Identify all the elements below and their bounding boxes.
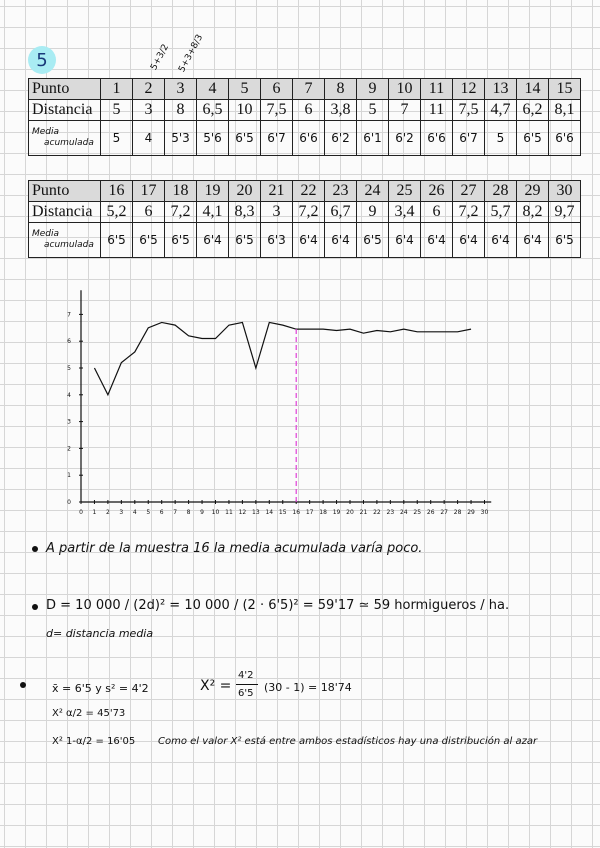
media-cell: 6'4 [197, 223, 229, 258]
distancia-cell: 7 [389, 100, 421, 121]
media-cell: 6'4 [517, 223, 549, 258]
media-cell: 5'3 [165, 121, 197, 156]
distancia-cell: 6 [421, 202, 453, 223]
punto-cell: 1 [101, 79, 133, 100]
distancia-cell: 6 [133, 202, 165, 223]
punto-cell: 19 [197, 181, 229, 202]
margin-note-1: 5+3/2 [149, 42, 172, 72]
x-tick-label: 22 [373, 509, 381, 516]
distancia-cell: 3 [133, 100, 165, 121]
distancia-cell: 11 [421, 100, 453, 121]
media-cell: 6'4 [389, 223, 421, 258]
punto-cell: 15 [549, 79, 581, 100]
media-cell: 6'5 [133, 223, 165, 258]
punto-cell: 2 [133, 79, 165, 100]
media-cell: 6'5 [357, 223, 389, 258]
x-tick-label: 0 [79, 509, 83, 516]
media-cell: 6'5 [229, 121, 261, 156]
x-tick-label: 14 [265, 509, 274, 516]
media-cell: 4 [133, 121, 165, 156]
media-cell: 6'4 [325, 223, 357, 258]
chi-square-result: (30 - 1) = 18'74 [264, 681, 352, 694]
punto-cell: 6 [261, 79, 293, 100]
x-tick-label: 24 [399, 509, 408, 516]
media-cell: 6'4 [293, 223, 325, 258]
x-tick-label: 5 [146, 509, 151, 516]
distancia-cell: 5 [101, 100, 133, 121]
x-tick-label: 1 [92, 509, 97, 516]
punto-cell: 28 [485, 181, 517, 202]
x-tick-label: 8 [186, 509, 191, 516]
x-tick-label: 30 [480, 509, 489, 516]
media-cell: 6'7 [453, 121, 485, 156]
punto-cell: 17 [133, 181, 165, 202]
x-tick-label: 29 [467, 509, 475, 516]
media-cell: 6'4 [485, 223, 517, 258]
y-tick-label: 6 [67, 338, 71, 346]
media-label-line1: Media [32, 229, 60, 239]
media-cell: 6'5 [549, 223, 581, 258]
punto-cell: 29 [517, 181, 549, 202]
stats-mean-variance: x̄ = 6'5 y s² = 4'2 [52, 682, 149, 695]
media-cell: 6'7 [261, 121, 293, 156]
x-tick-label: 3 [119, 509, 124, 516]
distancia-cell: 6,5 [197, 100, 229, 121]
distancia-cell: 9 [357, 202, 389, 223]
x-tick-label: 13 [252, 509, 260, 516]
x-tick-label: 19 [332, 509, 341, 516]
punto-cell: 13 [485, 79, 517, 100]
y-tick-label: 5 [67, 365, 71, 372]
media-cell: 6'5 [229, 223, 261, 258]
media-cell: 6'1 [357, 121, 389, 156]
conclusion-text: Como el valor X² está entre ambos estadísticos hay una distribución al azar [158, 736, 538, 747]
x-tick-label: 27 [440, 509, 448, 516]
media-label-line2: acumulada [44, 240, 94, 250]
bullet-1 [32, 546, 38, 552]
bullet-2 [32, 604, 38, 610]
x-tick-label: 20 [346, 509, 354, 516]
distancia-cell: 8 [165, 100, 197, 121]
x-tick-label: 25 [413, 509, 422, 516]
distancia-cell: 7,5 [453, 100, 485, 121]
row-label-distancia: Distancia [29, 202, 101, 223]
media-cell: 6'6 [549, 121, 581, 156]
y-tick-label: 1 [67, 472, 71, 480]
formula-D: D = 10 000 / (2d)² = 10 000 / (2 · 6'5)² = 59'17 ≃ 59 hormigueros / ha. [46, 598, 510, 613]
punto-cell: 24 [357, 181, 389, 202]
punto-cell: 8 [325, 79, 357, 100]
punto-cell: 14 [517, 79, 549, 100]
exercise-number-badge: 5 [28, 46, 56, 74]
accumulated-mean-line [94, 322, 471, 394]
punto-cell: 7 [293, 79, 325, 100]
distancia-cell: 5 [357, 100, 389, 121]
distancia-cell: 5,7 [485, 202, 517, 223]
x-tick-label: 10 [211, 509, 220, 516]
media-cell: 5 [485, 121, 517, 156]
row-label-distancia: Distancia [29, 100, 101, 121]
x-tick-label: 4 [132, 509, 137, 516]
punto-cell: 10 [389, 79, 421, 100]
chart-marks [94, 322, 471, 502]
punto-cell: 21 [261, 181, 293, 202]
distancia-cell: 8,2 [517, 202, 549, 223]
punto-cell: 26 [421, 181, 453, 202]
media-cell: 6'3 [261, 223, 293, 258]
x-tick-label: 9 [200, 509, 204, 516]
punto-cell: 22 [293, 181, 325, 202]
distancia-cell: 4,7 [485, 100, 517, 121]
chi-square-label: X² = [200, 678, 232, 694]
media-label-line2: acumulada [44, 138, 94, 148]
media-cell: 5'6 [197, 121, 229, 156]
x-tick-label: 26 [426, 509, 435, 516]
y-tick-label: 0 [67, 499, 71, 506]
y-tick-label: 4 [67, 391, 71, 399]
y-tick-label: 7 [67, 311, 71, 319]
punto-cell: 23 [325, 181, 357, 202]
distancia-cell: 7,2 [453, 202, 485, 223]
punto-cell: 25 [389, 181, 421, 202]
punto-cell: 3 [165, 79, 197, 100]
x-tick-label: 6 [159, 509, 164, 516]
distancia-cell: 3 [261, 202, 293, 223]
media-cell: 6'2 [389, 121, 421, 156]
punto-cell: 4 [197, 79, 229, 100]
punto-cell: 20 [229, 181, 261, 202]
x-tick-label: 7 [173, 509, 178, 516]
distancia-cell: 5,2 [101, 202, 133, 223]
d-definition: d= distancia media [46, 627, 154, 640]
punto-cell: 30 [549, 181, 581, 202]
distancia-cell: 4,1 [197, 202, 229, 223]
media-cell: 5 [101, 121, 133, 156]
media-cell: 6'5 [101, 223, 133, 258]
punto-cell: 27 [453, 181, 485, 202]
punto-cell: 16 [101, 181, 133, 202]
media-cell: 6'6 [421, 121, 453, 156]
margin-note-2: 5+3+8/3 [177, 33, 206, 74]
x-tick-label: 15 [278, 509, 287, 516]
media-cell: 6'2 [325, 121, 357, 156]
distancia-cell: 7,2 [293, 202, 325, 223]
row-label-punto: Punto [29, 181, 101, 202]
distancia-cell: 8,3 [229, 202, 261, 223]
fraction-bar [236, 684, 258, 685]
distancia-cell: 3,8 [325, 100, 357, 121]
x-tick-label: 2 [105, 509, 110, 516]
x-tick-label: 17 [305, 509, 314, 516]
chi-fraction-numerator: 4'2 [238, 670, 254, 681]
punto-cell: 12 [453, 79, 485, 100]
distancia-cell: 6 [293, 100, 325, 121]
chi-square-one-minus-alpha-half: X² 1-α/2 = 16'05 [52, 736, 136, 747]
x-tick-label: 12 [238, 509, 247, 516]
distancia-cell: 7,5 [261, 100, 293, 121]
media-cell: 6'5 [165, 223, 197, 258]
punto-cell: 9 [357, 79, 389, 100]
x-tick-label: 16 [292, 509, 301, 516]
media-label-line1: Media [32, 127, 60, 137]
distancia-cell: 3,4 [389, 202, 421, 223]
distancia-cell: 10 [229, 100, 261, 121]
media-cell: 6'4 [421, 223, 453, 258]
distancia-cell: 6,2 [517, 100, 549, 121]
x-tick-label: 28 [453, 509, 462, 516]
punto-cell: 11 [421, 79, 453, 100]
chi-square-alpha-half: X² α/2 = 45'73 [52, 708, 126, 719]
distancia-cell: 9,7 [549, 202, 581, 223]
x-tick-label: 11 [225, 509, 233, 516]
bullet-3 [20, 682, 26, 688]
media-cell: 6'6 [293, 121, 325, 156]
row-label-punto: Punto [29, 79, 101, 100]
x-tick-label: 23 [386, 509, 395, 516]
media-cell: 6'4 [453, 223, 485, 258]
x-tick-label: 21 [359, 509, 368, 516]
distancia-cell: 6,7 [325, 202, 357, 223]
y-tick-label: 2 [67, 445, 71, 453]
media-cell: 6'5 [517, 121, 549, 156]
punto-cell: 5 [229, 79, 261, 100]
chi-fraction-denominator: 6'5 [238, 688, 254, 699]
note-line-1: A partir de la muestra 16 la media acumulada varía poco. [46, 541, 423, 556]
distancia-cell: 7,2 [165, 202, 197, 223]
x-tick-label: 18 [319, 509, 327, 516]
punto-cell: 18 [165, 181, 197, 202]
distancia-cell: 8,1 [549, 100, 581, 121]
y-tick-label: 3 [67, 418, 71, 426]
